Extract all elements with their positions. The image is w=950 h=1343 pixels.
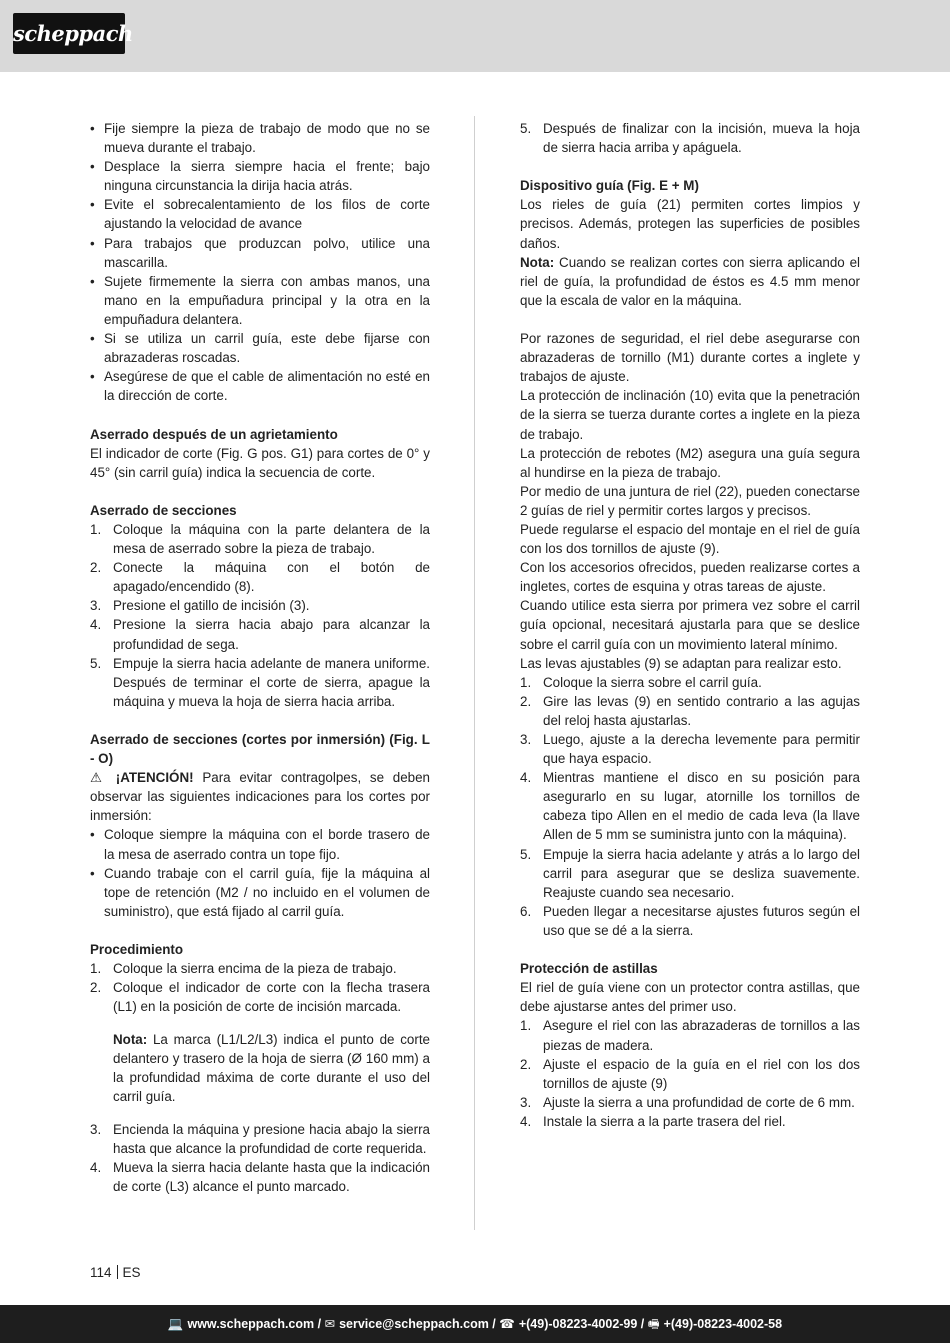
section-text: Los rieles de guía (21) permiten cortes limpios y precisos. Además, protegen las superficies de posibles daños. [520,197,860,251]
list-item: 1. Coloque la sierra encima de la pieza de trabajo. [90,961,397,977]
warning-label: ¡ATENCIÓN! [115,770,194,786]
page-number [90,1265,141,1280]
section-heading: Protección de astillas [520,961,658,977]
list-item: 4. Instale la sierra a la parte trasera del riel. [520,1113,786,1129]
left-column [90,119,430,1196]
list-item: 1. Coloque la máquina con la parte delantera de la mesa de aserrado sobre la pieza de trabajo. [90,521,430,557]
paragraph: Cuando utilice esta sierra por primera vez sobre el carril guía opcional, necesitará ajustarla para que se deslice sobre el carril guía con un movimiento lateral mínimo. [520,598,860,652]
list-item: 2. Ajuste el espacio de la guía en el riel con los dos tornillos de ajuste (9) [520,1056,860,1091]
list-item: 6. Pueden llegar a necesitarse ajustes futuros según el uso que se dé a la sierra. [520,903,860,938]
bullet-list [90,825,430,920]
note-paragraph [90,1030,430,1106]
computer-icon: 💻 [167,1317,184,1331]
paragraph: Con los accesorios ofrecidos, pueden realizarse cortes a ingletes, cortes de esquina y otras tareas de ajuste. [520,560,860,595]
paragraph: Por medio de una juntura de riel (22), pueden conectarse 2 guías de riel y permitir cortes largos y precisos. [520,483,860,518]
note-label: Nota: [520,254,555,270]
column-divider [474,116,475,1230]
mail-icon: ✉ [324,1317,336,1331]
list-item: 5. Después de finalizar con la incisión, mueva la hoja de sierra hacia arriba y apáguela. [520,121,860,156]
list-item: • Fije siempre la pieza de trabajo de modo que no se mueva durante el trabajo. [90,121,430,156]
list-item: • Para trabajos que produzcan polvo, utilice una mascarilla. [90,235,430,270]
numbered-list [90,520,430,711]
paragraph: La protección de rebotes (M2) asegura una guía segura al hundirse en la pieza de trabajo. [520,445,860,480]
page-number-value: 114 [90,1265,112,1280]
paragraph: Las levas ajustables (9) se adaptan para realizar esto. [520,655,842,671]
paragraph: La protección de inclinación (10) evita que la penetración de la sierra se tuerza durante cortes a inglete en la pieza de trabajo. [520,388,860,442]
section-heading: Aserrado después de un agrietamiento [90,426,338,442]
right-column [520,119,860,1131]
page-footer [0,1305,950,1343]
list-item: 2. Coloque el indicador de corte con la flecha trasera (L1) en la posición de corte de incisión marcada. [90,980,430,1015]
warning-text: Para evitar contragolpes, se deben observar las siguientes indicaciones para los cortes por inmersión: [90,770,430,824]
list-item: 2. Gire las levas (9) en sentido contrario a las agujas del reloj hasta ajustarlas. [520,693,860,728]
list-item: 4. Mueva la sierra hacia delante hasta que la indicación de corte (L3) alcance el punto marcado. [90,1159,430,1194]
list-item: 3. Ajuste la sierra a una profundidad de corte de 6 mm. [520,1094,855,1110]
section-text: El indicador de corte (Fig. G pos. G1) para cortes de 0° y 45° (sin carril guía) indica la secuencia de corte. [90,445,430,480]
footer-fax: +(49)-08223-4002-58 [663,1317,783,1331]
numbered-list [520,1016,860,1131]
numbered-list [90,959,430,1016]
numbered-list [520,673,860,940]
note-text: La marca (L1/L2/L3) indica el punto de corte delantero y trasero de la hoja de sierra (Ø 160 mm) a la profundidad máxima de corte durante el uso del carril guía. [113,1031,430,1105]
footer-website-link[interactable]: www.scheppach.com / [187,1317,322,1331]
footer-email-link[interactable]: service@scheppach.com / [339,1317,496,1331]
list-item: 4. Mientras mantiene el disco en su posición para asegurarlo en su lugar, atornille los tornillos de cabeza tipo Allen en el medio de cada leva (la llave Allen de 5 mm se suministra junto con la máquina). [520,770,860,843]
list-item: 5. Empuje la sierra hacia adelante de manera uniforme. Después de terminar el corte de sierra, apague la máquina y mueva la hoja de sierra hacia arriba. [90,655,430,709]
warning-icon: ⚠ [90,770,108,786]
page-header [0,0,950,72]
list-item: 1. Asegure el riel con las abrazaderas de tornillos a las piezas de madera. [520,1018,860,1053]
list-item: 2. Conecte la máquina con el botón de apagado/encendido (8). [90,560,430,595]
list-item: • Asegúrese de que el cable de alimentación no esté en la dirección de corte. [90,369,430,404]
list-item: • Coloque siempre la máquina con el borde trasero de la mesa de aserrado contra un tope fijo. [90,827,430,862]
section-text: El riel de guía viene con un protector contra astillas, que debe ajustarse antes del primer uso. [520,980,860,1015]
numbered-list [90,1120,430,1196]
list-item: 4. Presione la sierra hacia abajo para alcanzar la profundidad de sega. [90,617,430,652]
phone-icon: ☎ [499,1317,515,1331]
numbered-list [520,119,860,157]
safety-bullet-list [90,119,430,405]
section-heading: Aserrado de secciones [90,502,237,518]
section-heading: Dispositivo guía (Fig. E + M) [520,178,699,194]
page-language: ES [122,1265,141,1280]
section-heading: Aserrado de secciones (cortes por inmersión) (Fig. L - O) [90,732,430,767]
note-label: Nota: [113,1031,148,1047]
list-item: 3. Presione el gatillo de incisión (3). [90,598,310,614]
brand-logo: scheppach [13,13,125,54]
list-item: 3. Encienda la máquina y presione hacia abajo la sierra hasta que alcance la profundidad de corte requerida. [90,1121,430,1156]
list-item: • Cuando trabaje con el carril guía, fije la máquina al tope de retención (M2 / no incluido en el volumen de suministro), que está fijado al carril guía. [90,865,430,919]
list-item: 1. Coloque la sierra sobre el carril guía. [520,674,762,690]
page-number-separator [117,1265,118,1279]
footer-phone: +(49)-08223-4002-99 / [518,1317,645,1331]
list-item: 5. Empuje la sierra hacia adelante y atrás a lo largo del carril para asegurar que se desliza suavemente. Reajuste cuando sea necesario. [520,846,860,900]
note-paragraph [520,253,860,310]
paragraph: Por razones de seguridad, el riel debe asegurarse con abrazaderas de tornillo (M1) durante cortes a inglete y trabajos de ajuste. [520,331,860,385]
section-heading: Procedimiento [90,942,184,958]
list-item: 3. Luego, ajuste a la derecha levemente para permitir que haya espacio. [520,732,860,767]
note-text: Cuando se realizan cortes con sierra aplicando el riel de guía, la profundidad de éstos es 4.5 mm menor que la escala de valor en la máquina. [520,254,860,308]
list-item: • Evite el sobrecalentamiento de los filos de corte ajustando la velocidad de avance [90,197,430,232]
list-item: • Si se utiliza un carril guía, este debe fijarse con abrazaderas roscadas. [90,331,430,366]
fax-icon: 🖷 [647,1317,660,1331]
list-item: • Desplace la sierra siempre hacia el frente; bajo ninguna circunstancia la dirija hacia atrás. [90,159,430,194]
paragraph: Puede regularse el espacio del montaje en el riel de guía con los dos tornillos de ajuste (9). [520,521,860,557]
list-item: • Sujete firmemente la sierra con ambas manos, una mano en la empuñadura principal y la otra en la empuñadura delantera. [90,273,430,327]
warning-paragraph [90,768,430,825]
